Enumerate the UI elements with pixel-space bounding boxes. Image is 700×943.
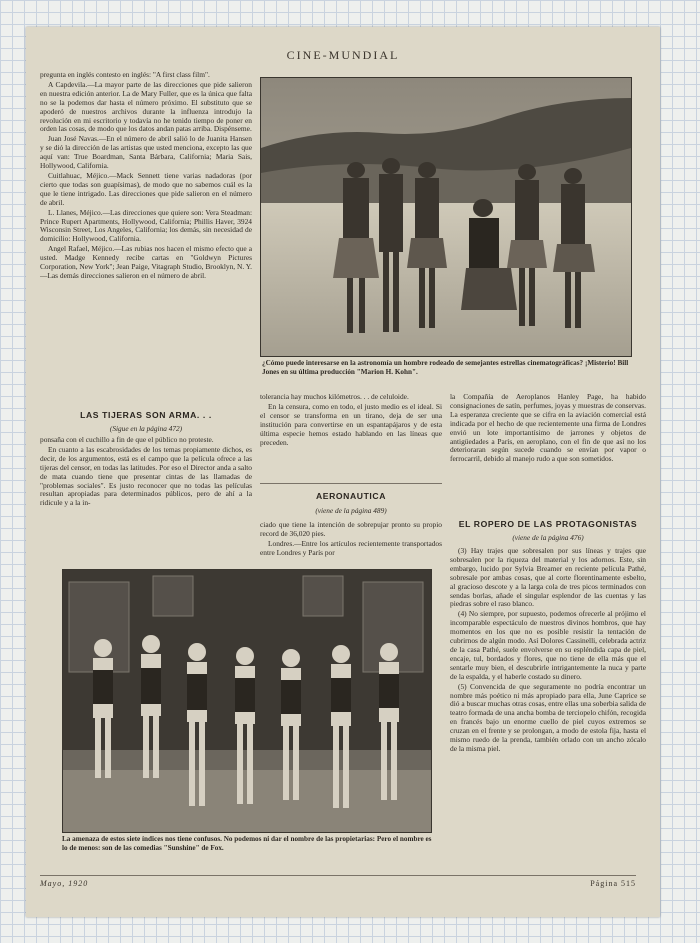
censorship-column [260,393,442,475]
bottom-photo-caption: La amenaza de estos siete índices nos tiene confusos. No podemos ni dar el nombre de las propietarias: Pero el nombre es lo de menos: son de las comedias "Sunshine" de Fox. [62,835,432,852]
ropero-column [450,547,646,861]
footer-rule [40,875,636,876]
beach-photo [260,77,632,357]
dancers-photo-image [63,570,431,832]
paragraph: A Capdevila.—La mayor parte de las direcciones que pide salieron en nuestra edición anterior. La de Mary Fuller, que es la única que falta no se la podemos dar hasta el número próximo. El substituto que se apoderó de nuestros archivos durante la influenza introdujo la revolución en mi escritorio y todavía no he tenido tiempo de poner en orden las cosas, de modo que los datos andan patas arriba. Dispénseme. [40,79,252,134]
paragraph: Cuitlahuac, Méjico.—Mack Sennett tiene varias nadadoras (por cierto que todas son guapísimas), de modo que no sabemos cuál es la que le tiene intrigado. Las direcciones que pide salieron en el número de abril. [40,170,252,207]
paragraph: ponsaña con el cuchillo a fin de que el público no proteste. [40,436,214,444]
top-photo-caption: ¿Cómo puede interesarse en la astronomía un hombre rodeado de semejantes estrellas cinematográficas? ¡Misterio! Bill Jones en su última producción "Marion H. Kohn". [262,359,629,376]
beach-photo-image [261,78,631,356]
paragraph: Londres.—Entre los artículos recientemente transportados entre Londres y París por [260,538,442,557]
footer-date: Mayo, 1920 [40,879,89,888]
ropero-title: EL ROPERO DE LAS PROTAGONISTAS [458,519,638,529]
tijeras-column [40,436,252,562]
paragraph: ciado que tiene la intención de sobrepujar pronto su propio record de 36,020 pies. [260,521,442,538]
paragraph: Angel Rafael, Méjico.—Las rubias nos hacen el mismo efecto que a usted. Madge Kennedy recibe cartas en "Goldwyn Pictures Corporation, New York"; Jean Paige, Vitagraph Studio, Brooklyn, N. Y.—Las demás direcciones salieron en el número de abril. [40,244,252,280]
paragraph: Juan José Navas.—En el número de abril salió lo de Juanita Hansen y se dió la dirección de las artistas que usted menciona, excepto las que aquí van: True Boardman, Santa Bárbara, California; Maria Sais, Hollywood, California. [40,134,252,171]
ropero-subtitle: (viene de la página 476) [512,533,584,542]
paragraph: L. Llanes, Méjico.—Las direcciones que quiere son: Vera Steadman: Prince Rupert Apartments, Hollywood, California; Phillis Haver, 3924 Wisconsin Street, Los Angeles, California; los demás, sin necesidad de domicilio: Hollywood, California. [40,207,252,244]
aviation-column [450,393,646,501]
tijeras-title: LAS TIJERAS SON ARMA. . . [80,410,212,420]
magazine-page [26,27,660,917]
paragraph: (3) Hay trajes que sobresalen por sus líneas y trajes que sobresalen por la riqueza del material y los adornos. Este, sin embargo, lucido por Sylvia Breamer en reciente película Pathé, sobresale por ambas cosas, que al corte florentinamente esbelto, al gracioso descote y a la larga cola de tres picos terminados con sendas borlas, añade el singular esplendor de las cuentas y las piedras sobre el raso blanco. [450,547,646,609]
aeronautica-title: AERONAUTICA [315,491,387,501]
paragraph: tolerancia hay muchos kilómetros. . . de celuloide. [260,393,409,401]
paragraph: En la censura, como en todo, el justo medio es el ideal. Si el censor se transforma en un tirano, deja de ser una institución para convertirse en un espantapájaros y de esta última especie hemos estado hablando en las líneas que preceden. [260,401,442,447]
paragraph: En cuanto a las escabrosidades de los temas propiamente dichos, es decir, de los argumentos, está es el campo que la película ofrece a las tijeras del censor, en todas las latitudes. Por eso el Director anda a salto de mata cuando tiene que presentar cintas de las llamadas de "problemas sociales". Es justo reconocer que no todas las películas resultan apropiadas para determinados públicos, pero de ahí a la ridicule y a la in- [40,444,252,508]
paragraph: pregunta en inglés contesto en inglés: "A first class film". [40,71,210,79]
footer-page-number: Página 515 [590,879,636,888]
paragraph: la Compañía de Aeroplanos Hanley Page, ha habido consignaciones de satín, perfumes, joyas y muestras de conservas. La esperanza creciente que se cifra en la aviación comercial está indicada por el hecho de que recientemente una firma de Londres envió un lote importantísimo de jarrones y objetos de antigüedades a París, en aeroplano, con el fin de que así no los deterioraran según sucede cuando se envían por vapor o ferrocarril, debido al manejo rudo a que son sometidos. [450,393,646,464]
tijeras-subtitle: (Sigue en la página 472) [109,424,183,433]
paragraph: (5) Convencida de que seguramente no podría encontrar un nombre más poético ni más apropiado para ella, June Caprice se dió a buscar muchas otras cosas, entre ellas una soberbia salida de teatro formada de una ancha bomba de terciopelo chifón, recogida en francés bajo un enorme cuello de piel cuyos extremos se cruzan en el frente y se prolongan, a modo de estola fija, hasta el mismo ruedo de la prenda, también orlado con un ancho zócalo de la misma piel. [450,681,646,753]
aeronautica-subtitle: (viene de la página 489) [315,506,387,515]
paragraph: (4) No siempre, por supuesto, podemos ofrecerle al prójimo el incomparable espectáculo de nuestros divinos hombros, que hay momentos en los que no es posible resistir la tentación de cubrirnos de algún modo. Así Dolores Cassinelli, celebrada actriz de la casa Pathé, suele envolverse en su espléndida capa de piel, encaje, tul, bordados y flores, que no tiene de ella más que el sentarle muy bien, el descubrirle intrigantemente la nuca y parte de la espalda, y el haberle costado su dinero. [450,609,646,681]
dancers-photo [62,569,432,833]
aeronautica-column [260,521,442,561]
correspondence-column [40,71,252,397]
running-head: CINE-MUNDIAL [286,48,400,62]
divider [260,483,442,484]
